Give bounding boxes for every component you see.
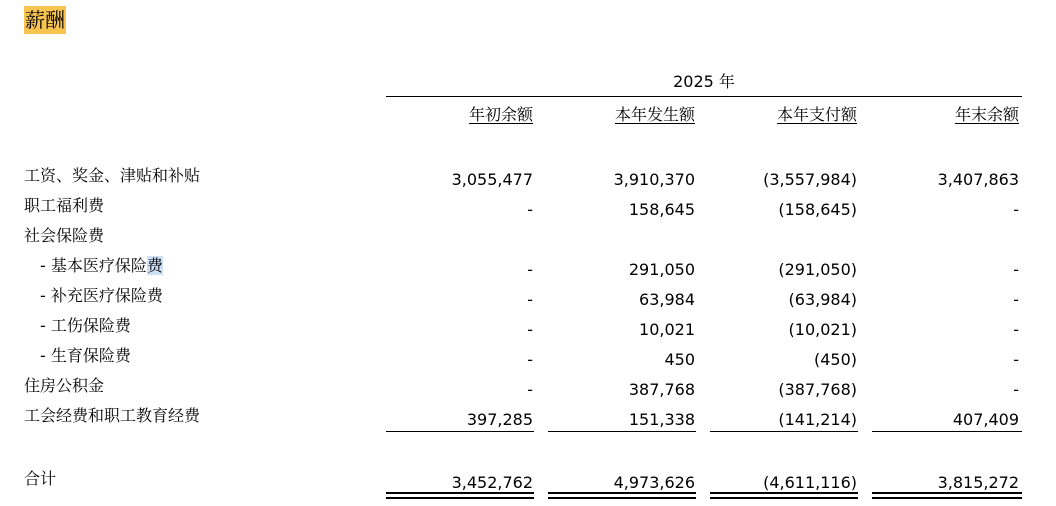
cell-incurred: 387,768 <box>628 380 695 399</box>
column-header-incurred: 本年发生额 <box>614 105 695 124</box>
row-label: 工会经费和职工教育经费 <box>24 406 201 425</box>
cell-incurred: 450 <box>664 350 695 369</box>
cell-paid: (387,768) <box>778 380 857 399</box>
cell-opening: - <box>527 320 533 339</box>
cell-paid: (3,557,984) <box>763 170 857 189</box>
row-label: - 生育保险费 <box>40 346 131 365</box>
cell-closing: 407,409 <box>952 410 1019 429</box>
cell-closing: - <box>1013 350 1019 369</box>
cell-opening: - <box>527 380 533 399</box>
cell-paid: (450) <box>813 350 857 369</box>
cell-opening: - <box>527 260 533 279</box>
total-double-rule <box>710 492 858 499</box>
cell-paid: (291,050) <box>778 260 857 279</box>
total-closing: 3,815,272 <box>937 473 1019 492</box>
cell-opening: - <box>527 350 533 369</box>
cell-closing: - <box>1013 200 1019 219</box>
cell-incurred: 291,050 <box>628 260 695 279</box>
cell-incurred: 158,645 <box>628 200 695 219</box>
cell-incurred: 151,338 <box>628 410 695 429</box>
page-title: 薪酬 <box>25 8 65 32</box>
total-double-rule <box>872 492 1022 499</box>
cell-closing: - <box>1013 260 1019 279</box>
subtotal-rule <box>548 431 696 432</box>
row-label: 住房公积金 <box>24 376 105 395</box>
total-incurred: 4,973,626 <box>613 473 695 492</box>
text-selection-highlight: 费 <box>146 256 163 275</box>
year-header-rule <box>386 96 1022 97</box>
cell-opening: 397,285 <box>466 410 533 429</box>
cell-closing: - <box>1013 380 1019 399</box>
cell-incurred: 3,910,370 <box>613 170 695 189</box>
total-paid: (4,611,116) <box>763 473 857 492</box>
cell-opening: - <box>527 290 533 309</box>
total-opening: 3,452,762 <box>451 473 533 492</box>
row-label: - 补充医疗保险费 <box>40 286 163 305</box>
cell-closing: - <box>1013 320 1019 339</box>
cell-paid: (10,021) <box>788 320 857 339</box>
column-header-opening: 年初余额 <box>468 105 533 124</box>
total-double-rule <box>548 492 696 499</box>
cell-paid: (141,214) <box>778 410 857 429</box>
row-label: - 工伤保险费 <box>40 316 131 335</box>
year-header: 2025 年 <box>673 72 735 91</box>
cell-incurred: 63,984 <box>639 290 695 309</box>
subtotal-rule <box>710 431 858 432</box>
cell-opening: - <box>527 200 533 219</box>
row-label-text: - 基本医疗保险 <box>40 256 147 275</box>
cell-paid: (158,645) <box>778 200 857 219</box>
cell-closing: - <box>1013 290 1019 309</box>
cell-incurred: 10,021 <box>639 320 695 339</box>
total-label: 合计 <box>24 469 57 488</box>
column-header-closing: 年末余额 <box>954 105 1019 124</box>
subtotal-rule <box>872 431 1022 432</box>
cell-paid: (63,984) <box>788 290 857 309</box>
row-label: 职工福利费 <box>24 196 105 215</box>
cell-opening: 3,055,477 <box>451 170 533 189</box>
row-label: 社会保险费 <box>24 226 105 245</box>
row-label <box>40 255 163 277</box>
row-label: 工资、奖金、津贴和补贴 <box>24 166 201 185</box>
cell-closing: 3,407,863 <box>937 170 1019 189</box>
total-double-rule <box>386 492 534 499</box>
subtotal-rule <box>386 431 534 432</box>
column-header-paid: 本年支付额 <box>776 105 857 124</box>
